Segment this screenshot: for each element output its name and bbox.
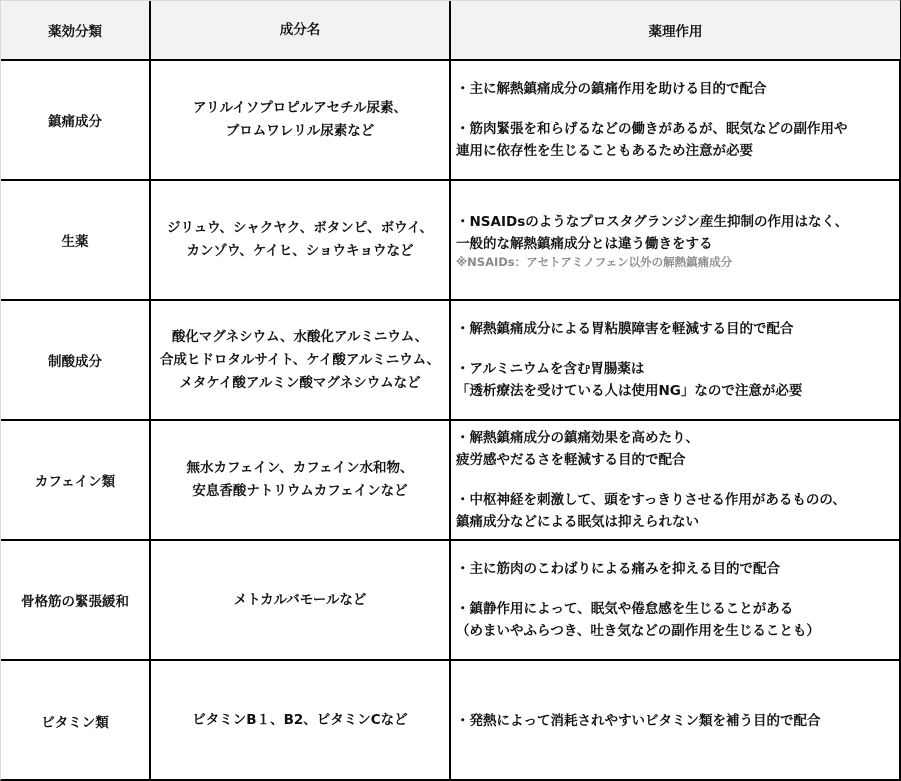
action-bullet xyxy=(456,318,794,340)
table-row xyxy=(1,421,900,541)
ingredients-line: ビタミンB１、B2、ビタミンCなど xyxy=(192,712,408,728)
ingredients-cell xyxy=(151,661,451,780)
bullet-line: ・発熱によって消耗されやすいビタミン類を補う目的で配合 xyxy=(456,712,821,729)
action-bullet xyxy=(456,211,848,255)
ingredients-cell xyxy=(151,541,451,659)
table-row xyxy=(1,661,900,780)
category-cell: 制酸成分 xyxy=(1,301,151,419)
action-bullet xyxy=(456,710,821,732)
bullet-line: ・解熱鎮痛成分による胃粘膜障害を軽減する目的で配合 xyxy=(456,321,794,337)
action-cell xyxy=(451,541,900,659)
action-cell xyxy=(451,661,900,780)
bullet-line: ・鎮静作用によって、眠気や倦怠感を生じることがある xyxy=(456,601,794,617)
bullet-line: 疲労感やだるさを軽減する目的で配合 xyxy=(456,452,686,468)
action-cell xyxy=(451,421,900,539)
bullet-line: ・主に解熱鎮痛成分の鎮痛作用を助ける目的で配合 xyxy=(456,81,767,97)
ingredients-line: 合成ヒドロタルサイト、ケイ酸アルミニウム、 xyxy=(159,351,441,368)
bullet-line: ・主に筋肉のこわばりによる痛みを抑える目的で配合 xyxy=(456,561,780,577)
bullet-line: ・筋肉緊張を和らげるなどの働きがあるが、眠気などの副作用や xyxy=(456,121,848,137)
header-action: 薬理作用 xyxy=(648,24,703,40)
category-cell: ビタミン類 xyxy=(1,661,151,780)
table-row xyxy=(1,61,900,181)
ingredients-line: ブロムワレリル尿素など xyxy=(225,123,375,139)
ingredients-line: 無水カフェイン、カフェイン水和物、 xyxy=(186,460,414,476)
footnote: ※NSAIDs：アセトアミノフェン以外の解熱鎮痛成分 xyxy=(456,254,733,269)
bullet-line: 連用に依存性を生じることもあるため注意が必要 xyxy=(456,143,753,159)
bullet-line: 鎮痛成分などによる眠気は抑えられない xyxy=(456,514,699,530)
table-row xyxy=(1,541,900,661)
category-cell: 骨格筋の緊張緩和 xyxy=(1,541,151,659)
bullet-line: 「透析療法を受けている人は使用NG」なので注意が必要 xyxy=(456,383,803,399)
table-row xyxy=(1,301,900,421)
action-bullet xyxy=(456,118,848,162)
action-bullet xyxy=(456,598,820,642)
action-cell xyxy=(451,301,900,419)
ingredients-cell xyxy=(151,301,451,419)
ingredients-line: アリルイソプロピルアセチル尿素、 xyxy=(193,100,407,116)
table-row xyxy=(1,181,900,301)
ingredients-cell xyxy=(151,181,451,299)
bullet-line: ・NSAIDsのようなプロスタグランジン産生抑制の作用はなく、 xyxy=(456,213,849,230)
category-cell: 生薬 xyxy=(1,181,151,299)
ingredients-line: メタケイ酸アルミン酸マグネシウムなど xyxy=(179,374,421,391)
action-bullet xyxy=(456,489,846,533)
bullet-line: ・アルミニウムを含む胃腸薬は xyxy=(456,361,645,377)
bullet-line: （めまいやふらつき、吐き気などの副作用を生じることも） xyxy=(456,623,820,639)
action-bullet xyxy=(456,558,780,580)
action-bullet xyxy=(456,427,699,471)
ingredients-line: カンゾウ、ケイヒ、ショウキョウなど xyxy=(186,243,414,259)
ingredients-line: ジリュウ、シャクヤク、ボタンピ、ボウイ、 xyxy=(167,220,433,236)
action-cell xyxy=(451,181,900,299)
ingredients-cell xyxy=(151,61,451,179)
ingredients-line: 酸化マグネシウム、水酸化アルミニウム、 xyxy=(171,328,429,345)
action-bullet xyxy=(456,358,802,402)
ingredients-cell xyxy=(151,421,451,539)
table-header-row xyxy=(1,1,900,61)
category-cell: 鎮痛成分 xyxy=(1,61,151,179)
header-category: 薬効分類 xyxy=(1,1,151,59)
action-bullet xyxy=(456,78,767,100)
bullet-line: 一般的な解熱鎮痛成分とは違う働きをする xyxy=(456,235,713,252)
ingredients-line: 安息香酸ナトリウムカフェインなど xyxy=(192,483,408,499)
bullet-line: ・中枢神経を刺激して、頭をすっきりさせる作用があるものの、 xyxy=(456,492,846,508)
ingredients-line: メトカルバモールなど xyxy=(233,591,367,608)
bullet-line: ・解熱鎮痛成分の鎮痛効果を高めたり、 xyxy=(456,430,699,446)
category-cell: カフェイン類 xyxy=(1,421,151,539)
header-ingredients: 成分名 xyxy=(151,1,451,59)
action-cell xyxy=(451,61,900,179)
